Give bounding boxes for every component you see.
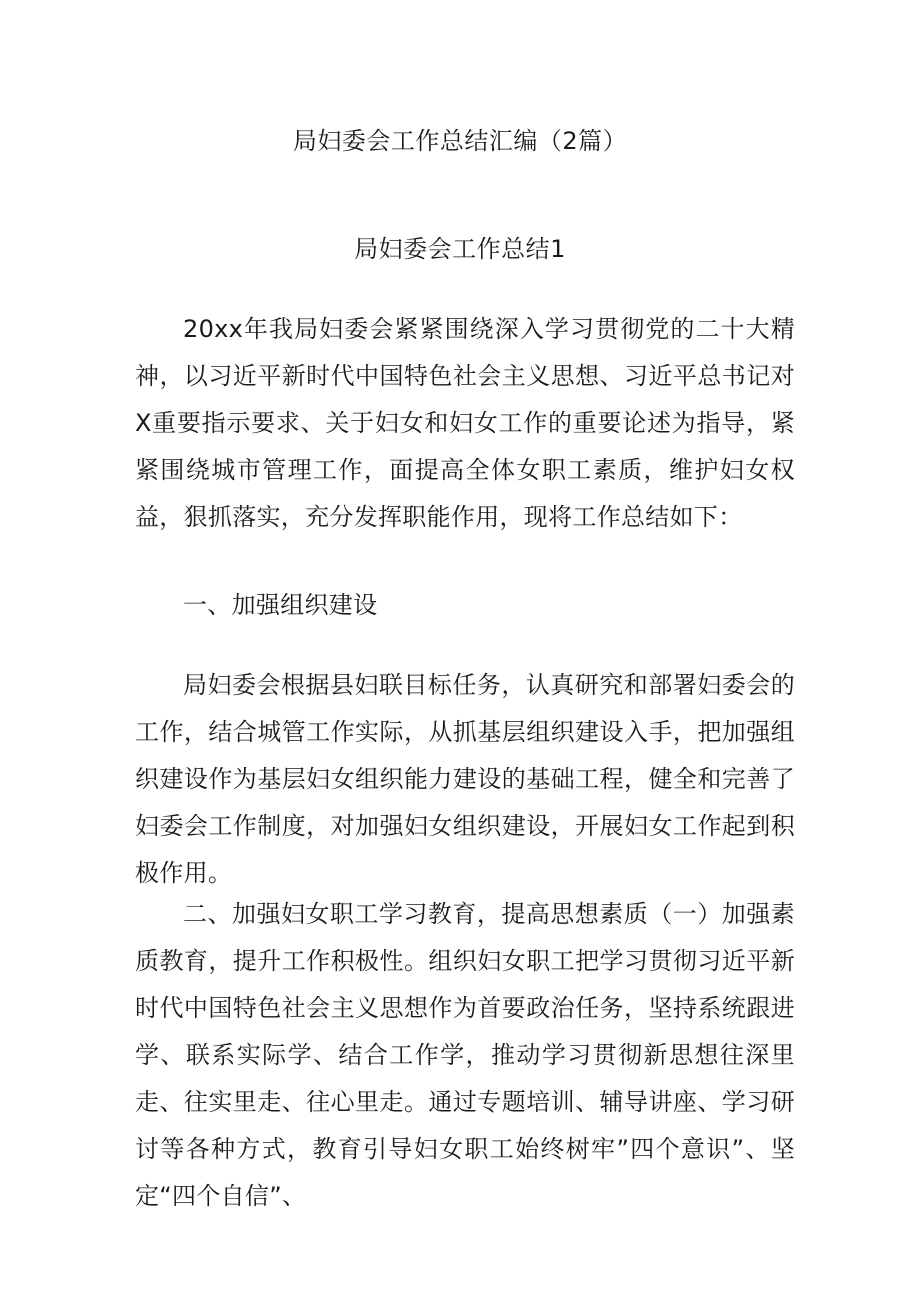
document-title: 局妇委会工作总结汇编（2篇） — [292, 127, 628, 155]
intro-paragraph: 20xx年我局妇委会紧紧围绕深入学习贯彻党的二十大精神，以习近平新时代中国特色社会主义思想、习近平总书记对X重要指示要求、关于妇女和妇女工作的重要论述为指导，紧紧围绕城市管理工作，面提高全体女职工素质，维护妇女权益，狠抓落实，充分发挥职能作用，现将工作总结如下： — [135, 315, 795, 531]
organization-paragraph: 局妇委会根据县妇联目标任务，认真研究和部署妇委会的工作，结合城管工作实际，从抓基层组织建设入手，把加强组织建设作为基层妇女组织能力建设的基础工程，健全和完善了妇委会工作制度，对加强妇女组织建设，开展妇女工作起到积极作用。 — [135, 671, 795, 887]
section-title: 局妇委会工作总结1 — [354, 235, 566, 263]
heading-organization: 一、加强组织建设 — [183, 591, 378, 619]
education-paragraph: 二、加强妇女职工学习教育，提高思想素质（一）加强素质教育，提升工作积极性。组织妇女职工把学习贯彻习近平新时代中国特色社会主义思想作为首要政治任务，坚持系统跟进学、联系实际学、结合工作学，推动学习贯彻新思想往深里走、往实里走、往心里走。通过专题培训、辅导讲座、学习研讨等各种方式，教育引导妇女职工始终树牢”四个意识”、坚定“四个自信”、 — [135, 900, 795, 1210]
